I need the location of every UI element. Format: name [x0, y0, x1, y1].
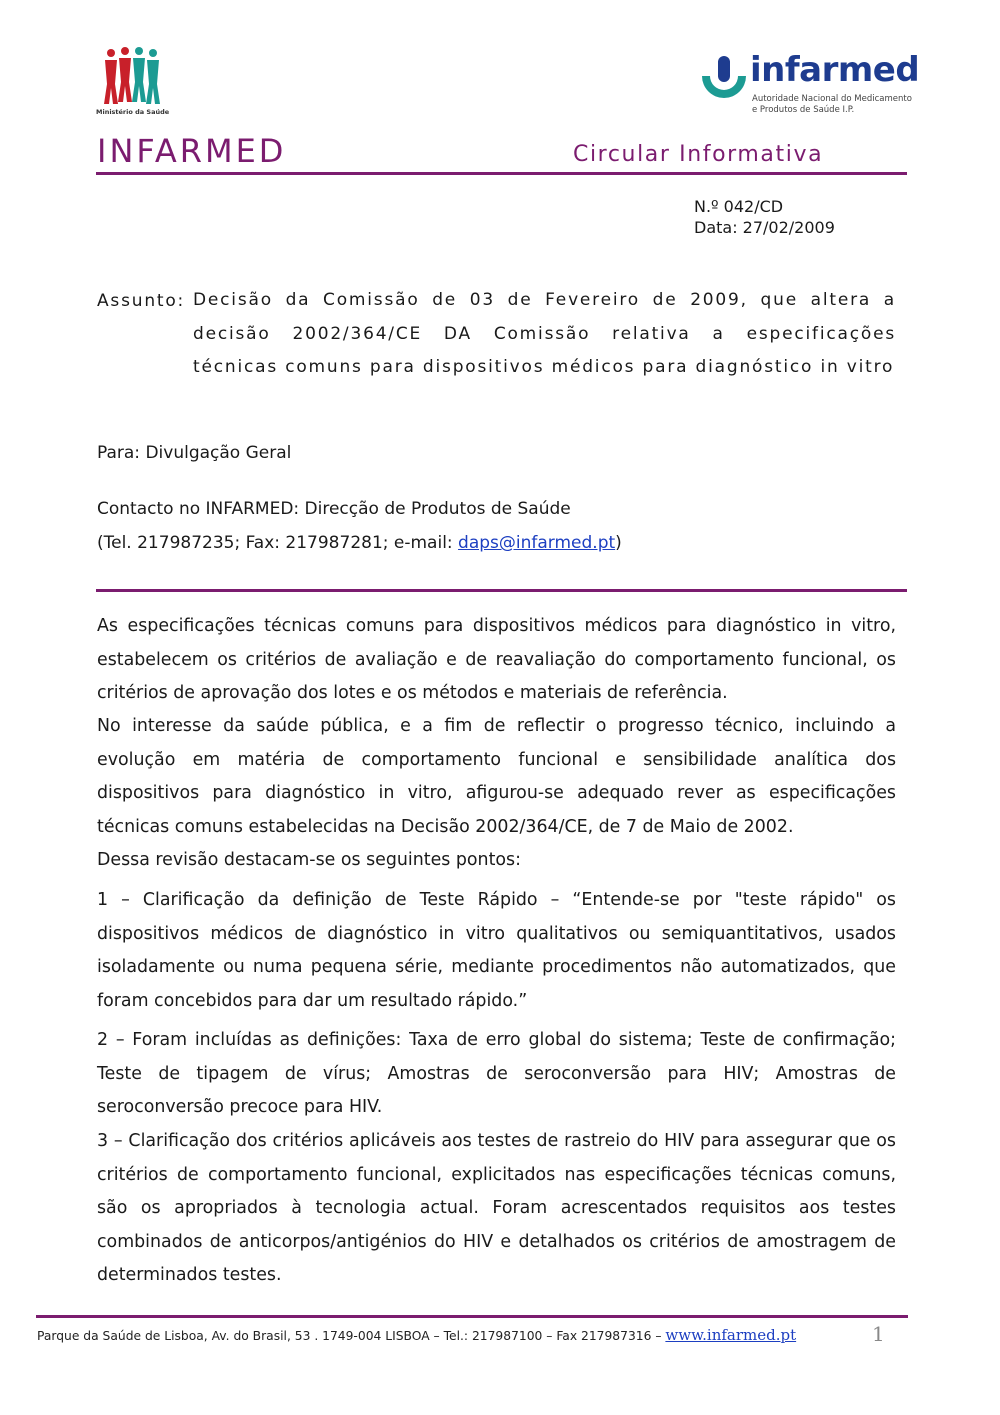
document-title: INFARMED: [97, 132, 287, 170]
footer-address: [37, 1326, 796, 1344]
contact-close-paren: ): [615, 533, 622, 553]
body-paragraph-1: As especificações técnicas comuns para dispositivos médicos para diagnóstico in vitro, estabelecem os critérios de avaliação e de reavaliação do comportamento funcional, os critérios de aprovação dos lotes e os métodos e materiais de referência.: [97, 616, 896, 703]
header-divider: [96, 172, 907, 175]
subject-label: Assunto:: [97, 291, 186, 311]
contact-line: Contacto no INFARMED: Direcção de Produtos de Saúde: [97, 499, 571, 519]
list-item-2: 2 – Foram incluídas as definições: Taxa de erro global do sistema; Teste de confirmação; Teste de tipagem de vírus; Amostras de seroconversão para HIV; Amostras de seroconversão precoce para HIV.: [97, 1030, 896, 1117]
page-number: 1: [872, 1322, 885, 1346]
ministerio-caption: Ministério da Saúde: [96, 108, 170, 116]
infarmed-symbol-icon: [696, 52, 752, 108]
list-item-3: 3 – Clarificação dos critérios aplicáveis aos testes de rastreio do HIV para assegurar que os critérios de comportamento funcional, explicitados nas especificações técnicas comuns, são os apropriados à tecnologia actual. Foram acrescentados requisitos aos testes combinados de anticorpos/antigénios do HIV e detalhados os critérios de amostragem de determinados testes.: [97, 1131, 896, 1285]
contact-phone-fax: (Tel. 217987235; Fax: 217987281; e-mail:: [97, 533, 459, 553]
circular-date: Data: 27/02/2009: [694, 218, 835, 237]
footer-address-text: Parque da Saúde de Lisboa, Av. do Brasil, 53 . 1749-004 LISBOA – Tel.: 217987100 – Fax 217987316 –: [37, 1329, 666, 1343]
list-item-1: 1 – Clarificação da definição de Teste Rápido – “Entende-se por "teste rápido" os dispositivos médicos de diagnóstico in vitro qualitativos ou semiquantitativos, usados isoladamente ou numa pequena série, mediante procedimentos não automatizados, que foram concebidos para dar um resultado rápido.”: [97, 890, 896, 1011]
recipients-line: Para: Divulgação Geral: [97, 443, 292, 463]
subject-text: Decisão da Comissão de 03 de Fevereiro de 2009, que altera a decisão 2002/364/CE DA Comissão relativa a especificações técnicas comuns para dispositivos médicos para diagnóstico in vitro: [193, 290, 896, 377]
infarmed-tagline-2: e Produtos de Saúde I.P.: [752, 105, 855, 115]
footer-divider: [36, 1315, 908, 1318]
ministerio-da-saude-logo: [96, 44, 170, 122]
footer-website-link[interactable]: www.infarmed.pt: [665, 1326, 797, 1344]
infarmed-logo: [696, 50, 920, 120]
body-paragraph-3: Dessa revisão destacam-se os seguintes pontos:: [97, 850, 521, 870]
circular-meta: [694, 196, 835, 238]
body-paragraph-2: No interesse da saúde pública, e a fim de reflectir o progresso técnico, incluindo a evolução em matéria de comportamento funcional e sensibilidade analítica dos dispositivos para diagnóstico in vitro, afigurou-se adequado rever as especificações técnicas comuns estabelecidas na Decisão 2002/364/CE, de 7 de Maio de 2002.: [97, 716, 896, 837]
infarmed-tagline-1: Autoridade Nacional do Medicamento: [752, 94, 912, 104]
document-type: Circular Informativa: [573, 142, 824, 167]
contact-email-link[interactable]: daps@infarmed.pt: [458, 533, 616, 553]
circular-number: N.º 042/CD: [694, 197, 784, 216]
section-divider: [96, 589, 907, 592]
infarmed-wordmark: infarmed: [750, 50, 920, 90]
contact-details: [97, 531, 622, 555]
